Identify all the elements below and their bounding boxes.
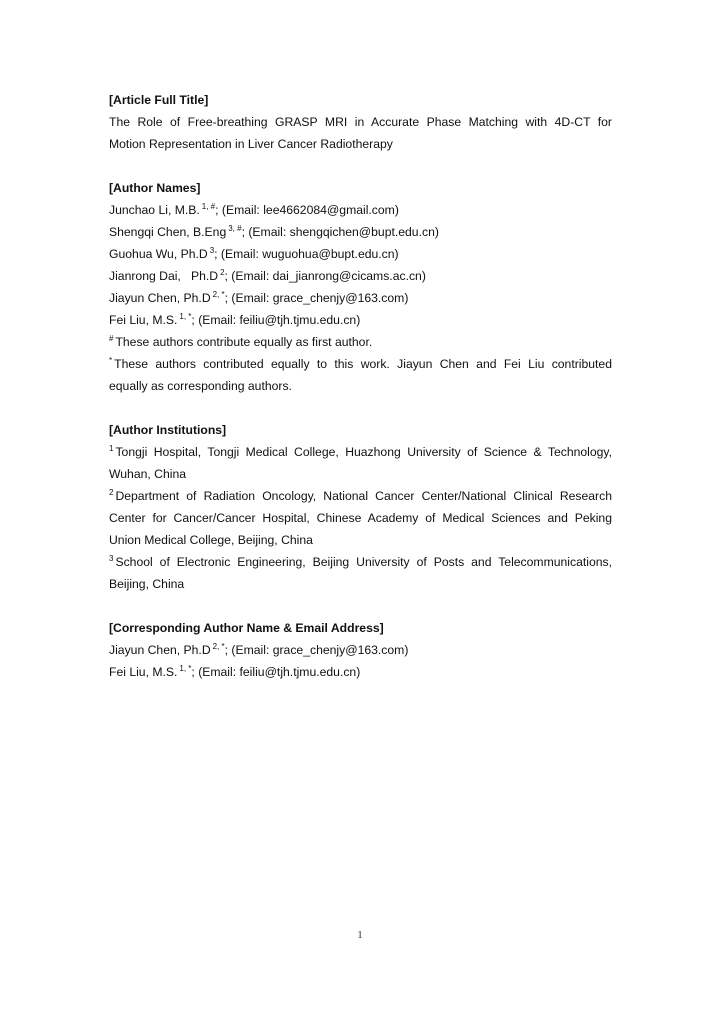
author-affiliation-mark: 1, * [179, 664, 192, 673]
institution-line: Beijing, China [109, 577, 185, 591]
author-affiliation-mark: 1, # [201, 202, 216, 211]
institution-line: Wuhan, China [109, 467, 187, 481]
author-line [109, 243, 612, 265]
note-mark: * [109, 356, 113, 365]
author-email: ; (Email: lee4662084@gmail.com) [215, 203, 399, 217]
author-name: Shengqi Chen, B.Eng [109, 225, 227, 239]
institution-text: Tongji Hospital, Tongji Medical College, Huazhong University of Science & Technology, [115, 445, 612, 459]
page-content [109, 89, 612, 683]
institution-text: School of Electronic Engineering, Beijing University of Posts and Telecommunications, [115, 555, 612, 569]
author-email: ; (Email: wuguohua@bupt.edu.cn) [214, 247, 399, 261]
institution-mark: 1 [109, 444, 114, 453]
author-name: Guohua Wu, Ph.D [109, 247, 208, 261]
author-name: Jiayun Chen, Ph.D [109, 643, 211, 657]
author-line [109, 287, 612, 309]
section-gap [109, 595, 612, 617]
author-email: ; (Email: grace_chenjy@163.com) [224, 291, 409, 305]
author-name: Fei Liu, M.S. [109, 665, 178, 679]
author-name: Jianrong Dai, Ph.D [109, 269, 219, 283]
author-email: ; (Email: grace_chenjy@163.com) [224, 643, 409, 657]
institution-line [109, 551, 612, 573]
author-names-heading: [Author Names] [109, 181, 201, 195]
corresponding-note [109, 353, 612, 375]
note-text: These authors contribute equally as first author. [115, 335, 373, 349]
author-name: Junchao Li, M.B. [109, 203, 200, 217]
first-author-note [109, 331, 612, 353]
institution-mark: 3 [109, 554, 114, 563]
author-affiliation-mark: 2, * [212, 642, 225, 651]
author-email: ; (Email: shengqichen@bupt.edu.cn) [241, 225, 439, 239]
page-number: 1 [357, 929, 363, 941]
corresponding-author-heading: [Corresponding Author Name & Email Address] [109, 621, 384, 635]
note-mark: # [109, 334, 114, 343]
author-email: ; (Email: feiliu@tjh.tjmu.edu.cn) [191, 313, 361, 327]
corresponding-note-continued: equally as corresponding authors. [109, 379, 292, 393]
section-gap [109, 397, 612, 419]
author-email: ; (Email: feiliu@tjh.tjmu.edu.cn) [191, 665, 361, 679]
article-title-line: Motion Representation in Liver Cancer Radiotherapy [109, 137, 393, 151]
institution-line [109, 441, 612, 463]
author-line [109, 199, 612, 221]
institution-line: Center for Cancer/Cancer Hospital, Chinese Academy of Medical Sciences and Peking [109, 511, 612, 525]
author-line [109, 309, 612, 331]
author-line [109, 265, 612, 287]
author-line [109, 221, 612, 243]
author-email: ; (Email: dai_jianrong@cicams.ac.cn) [224, 269, 426, 283]
author-affiliation-mark: 1, * [179, 312, 192, 321]
author-name: Fei Liu, M.S. [109, 313, 178, 327]
institution-text: Department of Radiation Oncology, National Cancer Center/National Clinical Research [115, 489, 612, 503]
article-title-line: The Role of Free-breathing GRASP MRI in Accurate Phase Matching with 4D-CT for [109, 115, 612, 129]
author-affiliation-mark: 3 [209, 246, 215, 255]
section-gap [109, 155, 612, 177]
corresponding-author-line [109, 639, 612, 661]
institution-mark: 2 [109, 488, 114, 497]
author-affiliation-mark: 2 [220, 268, 225, 277]
corresponding-author-line [109, 661, 612, 683]
author-institutions-heading: [Author Institutions] [109, 423, 227, 437]
author-name: Jiayun Chen, Ph.D [109, 291, 211, 305]
institution-line [109, 485, 612, 507]
article-title-heading: [Article Full Title] [109, 93, 209, 107]
author-affiliation-mark: 3, # [228, 224, 242, 233]
institution-line: Union Medical College, Beijing, China [109, 533, 313, 547]
note-text: These authors contributed equally to this work. Jiayun Chen and Fei Liu contributed [114, 357, 612, 371]
author-affiliation-mark: 2, * [212, 290, 225, 299]
